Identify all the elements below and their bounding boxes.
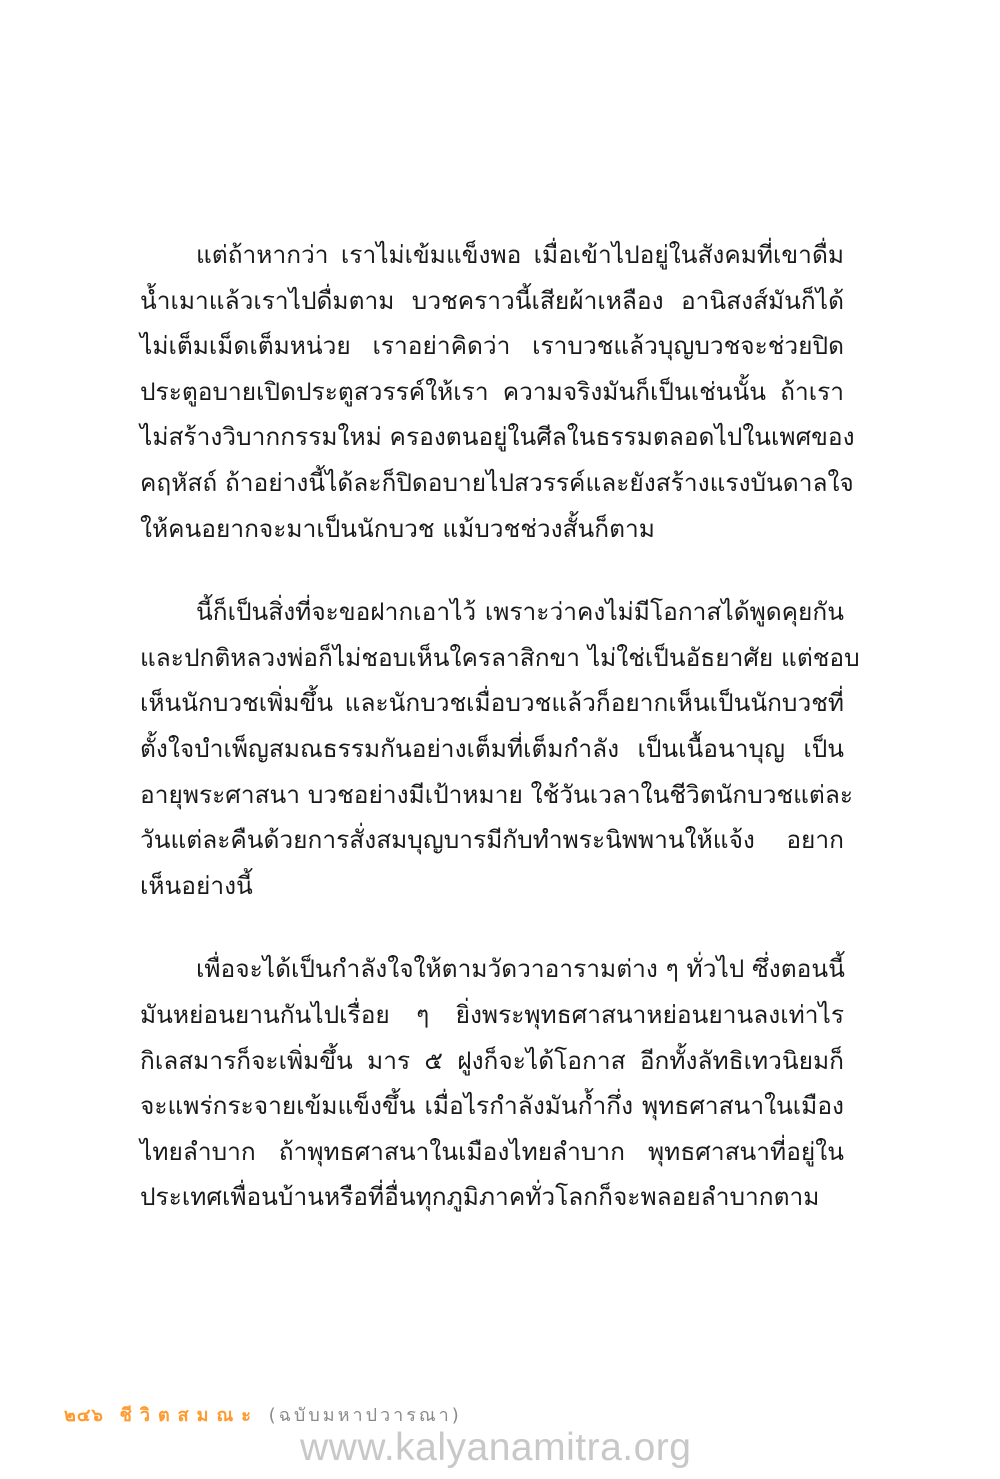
text-line: นี้ก็เป็นสิ่งที่จะขอฝากเอาไว้ เพราะว่าคงไม่มีโอกาสได้พูดคุยกัน — [196, 597, 844, 627]
page-footer — [64, 1400, 462, 1429]
text-line: อายุพระศาสนา บวชอย่างมีเป้าหมาย ใช้วันเวลาในชีวิตนักบวชแต่ละ — [140, 779, 854, 809]
text-line: มันหย่อนยานกันไปเรื่อย ๆ ยิ่งพระพุทธศาสนาหย่อนยานลงเท่าไร — [140, 999, 844, 1029]
body-text — [140, 232, 860, 1258]
text-line: ประตูอบายเปิดประตูสวรรค์ให้เรา ความจริงมันก็เป็นเช่นนั้น ถ้าเรา — [140, 376, 844, 406]
book-subtitle: (ฉบับมหาปวารณา) — [268, 1405, 462, 1426]
text-line: ไม่เต็มเม็ดเต็มหน่วย เราอย่าคิดว่า เราบวชแล้วบุญบวชจะช่วยปิด — [140, 331, 844, 361]
text-line: เพื่อจะได้เป็นกำลังใจให้ตามวัดวาอารามต่าง ๆ ทั่วไป ซึ่งตอนนี้ — [196, 954, 845, 984]
page-number: ๒๔๖ — [64, 1405, 104, 1426]
text-line: วันแต่ละคืนด้วยการสั่งสมบุญบารมีกับทำพระนิพพานให้แจ้ง อยาก — [140, 825, 844, 855]
text-line: และปกติหลวงพ่อก็ไม่ชอบเห็นใครลาสิกขา ไม่ใช่เป็นอัธยาศัย แต่ชอบ — [140, 642, 860, 672]
book-title: ชีวิตสมณะ — [119, 1405, 259, 1426]
text-line: ให้คนอยากจะมาเป็นนักบวช แม้บวชช่วงสั้นก็ตาม — [140, 513, 655, 543]
text-line: ไม่สร้างวิบากกรรมใหม่ ครองตนอยู่ในศีลในธรรมตลอดไปในเพศของ — [140, 422, 855, 452]
paragraph-3 — [140, 946, 844, 1220]
paragraph-2 — [140, 589, 860, 908]
text-line: จะแพร่กระจายเข้มแข็งขึ้น เมื่อไรกำลังมันก้ำกึ่ง พุทธศาสนาในเมือง — [140, 1091, 844, 1121]
text-line: กิเลสมารก็จะเพิ่มขึ้น มาร ๕ ฝูงก็จะได้โอกาส อีกทั้งลัทธิเทวนิยมก็ — [140, 1045, 844, 1075]
text-line: ประเทศเพื่อนบ้านหรือที่อื่นทุกภูมิภาคทั่วโลกก็จะพลอยลำบากตาม — [140, 1182, 820, 1212]
watermark-url: www.kalyanamitra.org — [300, 1426, 692, 1469]
text-line: แต่ถ้าหากว่า เราไม่เข้มแข็งพอ เมื่อเข้าไปอยู่ในสังคมที่เขาดื่ม — [196, 240, 844, 269]
text-line: น้ำเมาแล้วเราไปดื่มตาม บวชคราวนี้เสียผ้าเหลือง อานิสงส์มันก็ได้ — [140, 285, 844, 315]
text-line: เห็นนักบวชเพิ่มขึ้น และนักบวชเมื่อบวชแล้วก็อยากเห็นเป็นนักบวชที่ — [140, 688, 844, 718]
text-line: ตั้งใจบำเพ็ญสมณธรรมกันอย่างเต็มที่เต็มกำลัง เป็นเนื้อนาบุญ เป็น — [140, 733, 844, 763]
text-line: คฤหัสถ์ ถ้าอย่างนี้ได้ละก็ปิดอบายไปสวรรค์และยังสร้างแรงบันดาลใจ — [140, 467, 854, 497]
text-line: ไทยลำบาก ถ้าพุทธศาสนาในเมืองไทยลำบาก พุทธศาสนาที่อยู่ใน — [140, 1136, 844, 1166]
paragraph-1 — [140, 232, 855, 551]
text-line: เห็นอย่างนี้ — [140, 870, 253, 900]
